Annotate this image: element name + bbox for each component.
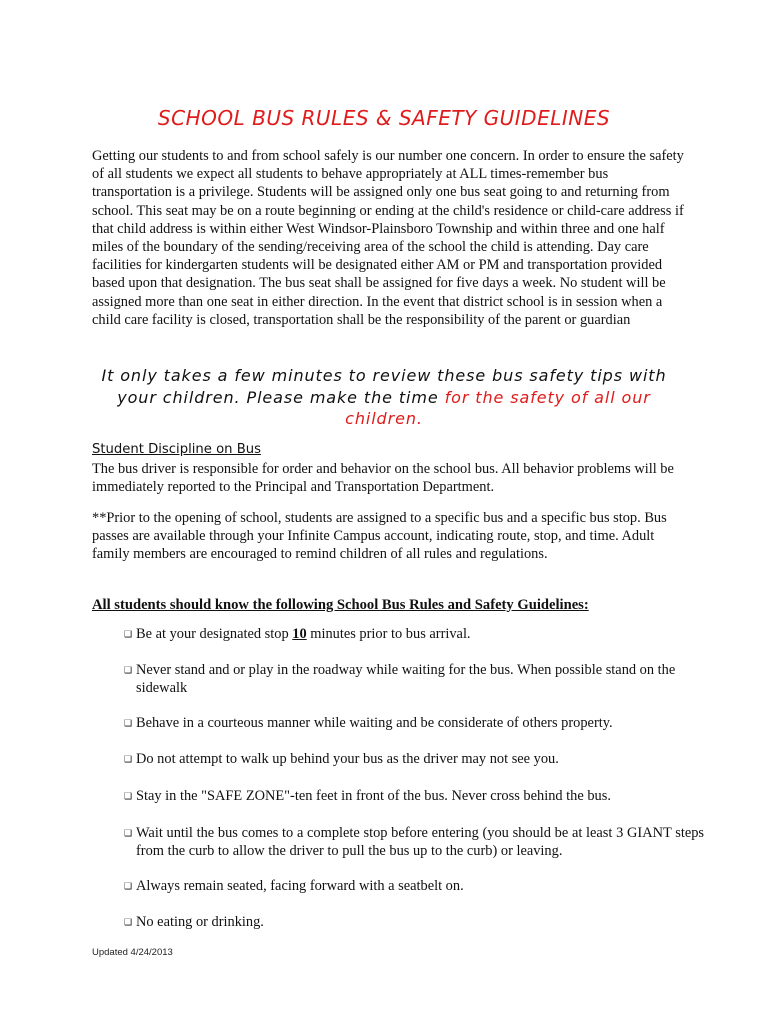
rule-text: Be at your designated stop bbox=[136, 626, 293, 642]
rules-heading: All students should know the following School Bus Rules and Safety Guidelines: bbox=[92, 597, 589, 613]
rule-text: Do not attempt to walk up behind your bus as the driver may not see you. bbox=[136, 751, 559, 767]
rule-text: Wait until the bus comes to a complete stop before entering (you should be at least 3 GIANT steps from the curb to allow the driver to pull the bus up to the curb) or leaving. bbox=[136, 825, 704, 860]
square-bullet-icon: ❑ bbox=[124, 791, 133, 801]
safety-callout bbox=[80, 365, 688, 430]
rule-text-end: minutes prior to bus arrival. bbox=[306, 626, 471, 642]
callout-text: It only takes a few minutes to review these bus safety tips with your children. Please make the time bbox=[101, 366, 667, 407]
rule-item bbox=[112, 913, 704, 931]
discipline-heading: Student Discipline on Bus bbox=[92, 442, 261, 457]
rule-minutes-number: 10 bbox=[292, 626, 307, 642]
rule-item bbox=[112, 661, 704, 697]
rule-item bbox=[112, 625, 704, 643]
square-bullet-icon: ❑ bbox=[124, 881, 133, 891]
square-bullet-icon: ❑ bbox=[124, 754, 133, 764]
rule-item bbox=[112, 787, 704, 805]
rule-text: No eating or drinking. bbox=[136, 914, 264, 930]
square-bullet-icon: ❑ bbox=[124, 718, 133, 728]
rule-item bbox=[112, 714, 704, 732]
square-bullet-icon: ❑ bbox=[124, 665, 133, 675]
intro-paragraph: Getting our students to and from school safely is our number one concern. In order to ensure the safety of all students we expect all students to behave appropriately at ALL times-remember bus transportation is a privilege. Students will be assigned only one bus seat going to and returning from school. This seat may be on a route beginning or ending at the child's residence or child-care address if that child address is within either West Windsor-Plainsboro Township and within three and one half miles of the boundary of the sending/receiving area of the school the child is attending. Day care facilities for kindergarten students will be designated either AM or PM and transportation provided based upon that designation. The bus seat shall be assigned for five days a week. No student will be assigned more than one seat in either direction. In the event that district school is in session when a child care facility is closed, transportation shall be the responsibility of the parent or guardian bbox=[92, 148, 684, 328]
rule-item bbox=[112, 877, 704, 895]
discipline-paragraph: The bus driver is responsible for order and behavior on the school bus. All behavior problems will be immediately reported to the Principal and Transportation Department. bbox=[92, 461, 674, 496]
square-bullet-icon: ❑ bbox=[124, 629, 133, 639]
square-bullet-icon: ❑ bbox=[124, 917, 133, 927]
rule-text: Always remain seated, facing forward with a seatbelt on. bbox=[136, 878, 464, 894]
callout-highlight: for the safety of all our children. bbox=[345, 387, 651, 428]
rule-text: Never stand and or play in the roadway while waiting for the bus. When possible stand on the sidewalk bbox=[136, 662, 676, 697]
bus-assignment-paragraph: **Prior to the opening of school, students are assigned to a specific bus and a specific bus stop. Bus passes are available through your Infinite Campus account, indicating route, stop, and time. Adult family members are encouraged to remind children of all rules and regulations. bbox=[92, 510, 667, 563]
updated-date-footer: Updated 4/24/2013 bbox=[92, 947, 173, 958]
rule-text: Stay in the "SAFE ZONE"-ten feet in front of the bus. Never cross behind the bus. bbox=[136, 788, 611, 804]
rule-item bbox=[112, 750, 704, 768]
rule-item bbox=[112, 824, 704, 860]
square-bullet-icon: ❑ bbox=[124, 828, 133, 838]
page-title: SCHOOL BUS RULES & SAFETY GUIDELINES bbox=[157, 106, 611, 130]
rule-text: Behave in a courteous manner while waiting and be considerate of others property. bbox=[136, 715, 613, 731]
